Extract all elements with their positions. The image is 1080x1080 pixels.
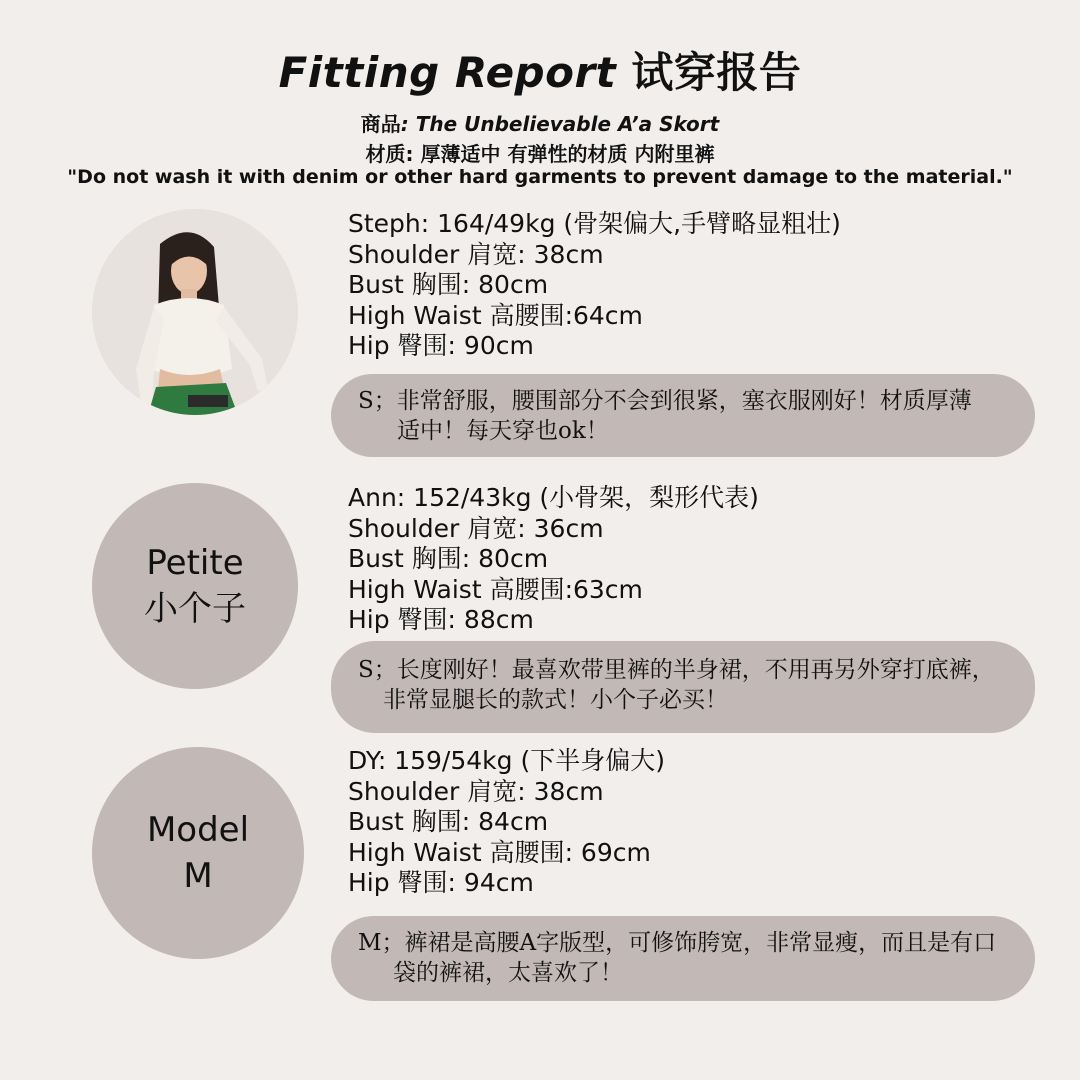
title-english: Fitting Report: [278, 48, 617, 97]
stat-bust: Bust 胸围: 80cm: [348, 544, 549, 573]
model-photo-icon: [92, 209, 298, 415]
review-line: S；非常舒服，腰围部分不会到很紧，塞衣服刚好！材质厚薄: [358, 388, 972, 414]
material-label: 材质:: [365, 142, 414, 166]
circle-label: Model: [146, 810, 250, 850]
model-stats-steph: [348, 209, 841, 362]
stat-name: DY: 159/54kg (下半身偏大): [348, 746, 665, 775]
stat-shoulder: Shoulder 肩宽: 38cm: [348, 776, 604, 806]
review-bubble-dy: [331, 916, 1035, 1001]
product-label: 商品: [360, 112, 401, 136]
stat-bust: Bust 胸围: 80cm: [348, 270, 549, 299]
review-bubble-steph: [331, 374, 1035, 457]
stat-high-waist: High Waist 高腰围: 69cm: [348, 837, 651, 867]
stat-hip: Hip 臀围: 88cm: [348, 605, 534, 634]
stat-high-waist: High Waist 高腰围:64cm: [348, 300, 643, 330]
model-stats-ann: [348, 483, 759, 636]
circle-label: Petite: [146, 543, 244, 583]
care-note: "Do not wash it with denim or other hard garments to prevent damage to the material.": [67, 166, 1013, 188]
stat-shoulder: Shoulder 肩宽: 38cm: [348, 239, 604, 269]
circle-label: 小个子: [144, 589, 246, 629]
stat-bust: Bust 胸围: 84cm: [348, 807, 549, 836]
review-line: 适中！每天穿也ok！: [397, 418, 609, 444]
model-stats-dy: [348, 746, 665, 899]
material-line: [0, 138, 1080, 167]
review-line: S；长度刚好！最喜欢带里裤的半身裙，不用再另外穿打底裤，: [358, 657, 995, 683]
product-line: [0, 108, 1080, 137]
stat-hip: Hip 臀围: 94cm: [348, 868, 534, 897]
material-desc: 厚薄适中 有弹性的材质 内附里裤: [420, 142, 715, 166]
stat-high-waist: High Waist 高腰围:63cm: [348, 574, 643, 604]
model-circle-petite: [92, 483, 298, 689]
review-line: 非常显腿长的款式！小个子必买！: [383, 687, 728, 713]
product-name: : The Unbelievable A’a Skort: [400, 112, 720, 136]
stat-name: Ann: 152/43kg (小骨架，梨形代表): [348, 483, 759, 512]
model-circle-m: [92, 747, 304, 959]
stat-hip: Hip 臀围: 90cm: [348, 331, 534, 360]
model-photo-steph: [92, 209, 298, 415]
circle-label: M: [183, 856, 213, 896]
stat-shoulder: Shoulder 肩宽: 36cm: [348, 513, 604, 543]
review-line: M；裤裙是高腰A字版型，可修饰胯宽，非常显瘦，而且是有口: [358, 930, 997, 956]
stat-name: Steph: 164/49kg (骨架偏大,手臂略显粗壮): [348, 209, 841, 238]
review-bubble-ann: [331, 641, 1035, 733]
page-title: [0, 40, 1080, 100]
review-line: 袋的裤裙，太喜欢了！: [393, 960, 623, 986]
title-chinese: 试穿报告: [631, 48, 802, 97]
